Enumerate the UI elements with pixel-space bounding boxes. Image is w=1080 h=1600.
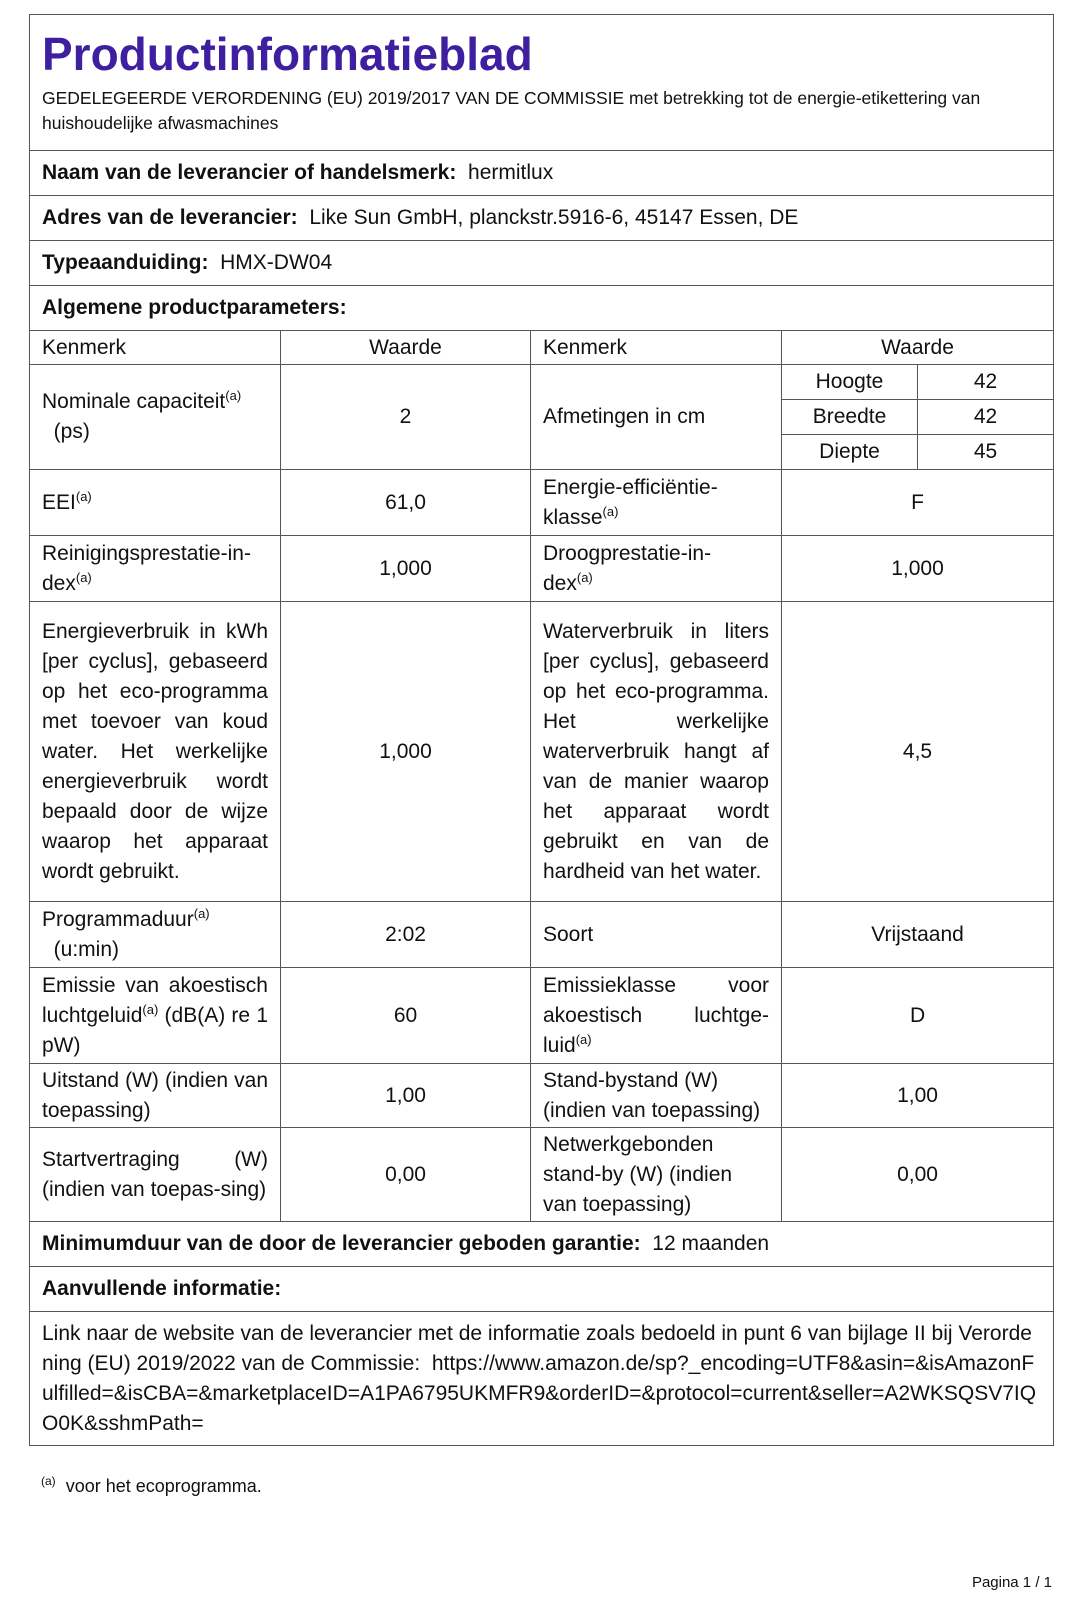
- additional-info-cell: [30, 1312, 1054, 1446]
- drying-label-2: dex: [543, 571, 577, 595]
- footnote-marker: (a): [41, 1474, 56, 1488]
- dimensions-table: [782, 365, 1053, 469]
- eei-value: 61,0: [281, 470, 531, 536]
- height-value: 42: [918, 365, 1054, 400]
- noise-label: [30, 968, 281, 1064]
- supplier-row: [30, 151, 1054, 196]
- noise-value: 60: [281, 968, 531, 1064]
- address-value: Like Sun GmbH, planckstr.5916-6, 45147 Essen, DE: [309, 206, 799, 229]
- cleaning-label-1: Reinigingsprestatie-in-: [42, 541, 251, 565]
- water-use-value: 4,5: [782, 602, 1054, 902]
- dimensions-values: [782, 365, 1054, 470]
- standby-value: 1,00: [782, 1064, 1054, 1128]
- footnote-marker: (a): [225, 388, 242, 403]
- depth-value: 45: [918, 435, 1054, 470]
- footnote-marker: (a): [602, 503, 619, 519]
- drying-label: [531, 536, 782, 602]
- type-value: HMX-DW04: [220, 251, 333, 274]
- width-value: 42: [918, 400, 1054, 435]
- duration-unit: (u:min): [53, 937, 120, 961]
- warranty-label: Minimumduur van de door de leverancier geboden garantie:: [42, 1232, 641, 1255]
- page-number: Pagina 1 / 1: [971, 1574, 1052, 1591]
- supplier-value: hermitlux: [468, 161, 554, 184]
- standby-label: Stand-bystand (W) (indien van toepassing): [531, 1064, 782, 1128]
- noise-class-label: [531, 968, 782, 1064]
- drying-label-1: Droogprestatie-in-: [543, 541, 712, 565]
- footnote-marker: (a): [75, 569, 92, 585]
- energy-class-label-2: klasse: [543, 505, 603, 529]
- capacity-value: 2: [281, 365, 531, 470]
- warranty-value: 12 maanden: [652, 1232, 770, 1255]
- link-description: Link naar de website van de leverancier met de informatie zoals bedoeld in punt 6 van bijlage II bij Verordening (EU) 2019/2022 van de Commissie:: [42, 1321, 1032, 1375]
- footnote-marker: (a): [576, 569, 593, 585]
- energy-class-label-1: Energie-efficiëntie-: [543, 475, 718, 499]
- title-cell: [30, 15, 1054, 151]
- additional-heading: Aanvullende informatie:: [30, 1267, 1054, 1312]
- cleaning-label-2: dex: [42, 571, 76, 595]
- delay-start-label: Startvertraging (W) (indien van toepas-sing): [30, 1128, 281, 1222]
- header-kenmerk-left: Kenmerk: [30, 331, 281, 365]
- footnote: [41, 1476, 262, 1497]
- duration-label-text: Programmaduur: [42, 907, 194, 931]
- kind-value: Vrijstaand: [782, 902, 1054, 968]
- noise-class-value: D: [782, 968, 1054, 1064]
- noise-class-label-1: Emissieklasse voor akoestisch luchtge-: [543, 973, 769, 1027]
- kind-label: Soort: [531, 902, 782, 968]
- warranty-row: [30, 1222, 1054, 1267]
- header-waarde-right: Waarde: [782, 331, 1054, 365]
- drying-value: 1,000: [782, 536, 1054, 602]
- noise-label-2: (dB(A) re 1 pW): [42, 1003, 268, 1057]
- footnote-text: voor het ecoprogramma.: [65, 1476, 262, 1496]
- energy-use-label: Energieverbruik in kWh [per cyclus], gebaseerd op het eco-programma met toevoer van koud water. Het werkelijke energieverbruik wordt bepaald door de wijze waarop het apparaat wordt gebruikt.: [30, 602, 281, 902]
- depth-label: Diepte: [782, 435, 918, 470]
- header-kenmerk-right: Kenmerk: [531, 331, 782, 365]
- cleaning-value: 1,000: [281, 536, 531, 602]
- dimensions-label: Afmetingen in cm: [531, 365, 782, 470]
- height-label: Hoogte: [815, 370, 884, 393]
- duration-label: [30, 902, 281, 968]
- page-title: Productinformatieblad: [42, 27, 533, 80]
- eei-label: [30, 470, 281, 536]
- type-label: Typeaanduiding:: [42, 251, 209, 274]
- delay-start-value: 0,00: [281, 1128, 531, 1222]
- regulation-text: GEDELEGEERDE VERORDENING (EU) 2019/2017 VAN DE COMMISSIE met betrekking tot de energie-etikettering van huishoudelijke afwasmachines: [42, 87, 981, 133]
- width-label: Breedte: [782, 400, 918, 435]
- water-use-label: Waterverbruik in liters [per cyclus], gebaseerd op het eco-programma. Het werkelijke waterverbruik hangt af van de manier waarop het apparaat wordt gebruikt en van de hardheid van het water.: [531, 602, 782, 902]
- off-mode-value: 1,00: [281, 1064, 531, 1128]
- network-standby-label: Netwerkgebonden stand-by (W) (indien van toepassing): [531, 1128, 782, 1222]
- address-label: Adres van de leverancier:: [42, 206, 298, 229]
- noise-class-label-2: luid: [543, 1033, 576, 1057]
- supplier-website-link[interactable]: https://www.amazon.de/sp?_encoding=UTF8&asin=&isAmazonFulfilled=&isCBA=&marketplaceID=A1PA6795UKMFR9&orderID=&protocol=current&seller=A2WKSQSV7IQO0K&sshmPath=: [42, 1351, 1037, 1435]
- off-mode-label: Uitstand (W) (indien van toepassing): [30, 1064, 281, 1128]
- capacity-label: [30, 365, 281, 470]
- footnote-marker: (a): [575, 1031, 592, 1047]
- footnote-marker: (a): [142, 1001, 159, 1017]
- address-row: [30, 196, 1054, 241]
- network-standby-value: 0,00: [782, 1128, 1054, 1222]
- type-row: [30, 241, 1054, 286]
- footnote-marker: (a): [75, 488, 92, 504]
- duration-value: 2:02: [281, 902, 531, 968]
- params-heading: Algemene productparameters:: [30, 286, 1054, 331]
- noise-label-1: Emissie van akoestisch luchtgeluid: [42, 973, 268, 1027]
- capacity-unit: (ps): [53, 420, 90, 443]
- energy-class-value: F: [782, 470, 1054, 536]
- cleaning-label: [30, 536, 281, 602]
- energy-class-label: [531, 470, 782, 536]
- capacity-label-text: Nominale capaciteit: [42, 390, 226, 413]
- energy-use-value: 1,000: [281, 602, 531, 902]
- eei-label-text: EEI: [42, 490, 76, 514]
- product-information-sheet: [29, 14, 1053, 1446]
- header-waarde-left: Waarde: [281, 331, 531, 365]
- supplier-label: Naam van de leverancier of handelsmerk:: [42, 161, 457, 184]
- footnote-marker: (a): [193, 905, 210, 921]
- product-table: [29, 14, 1054, 1446]
